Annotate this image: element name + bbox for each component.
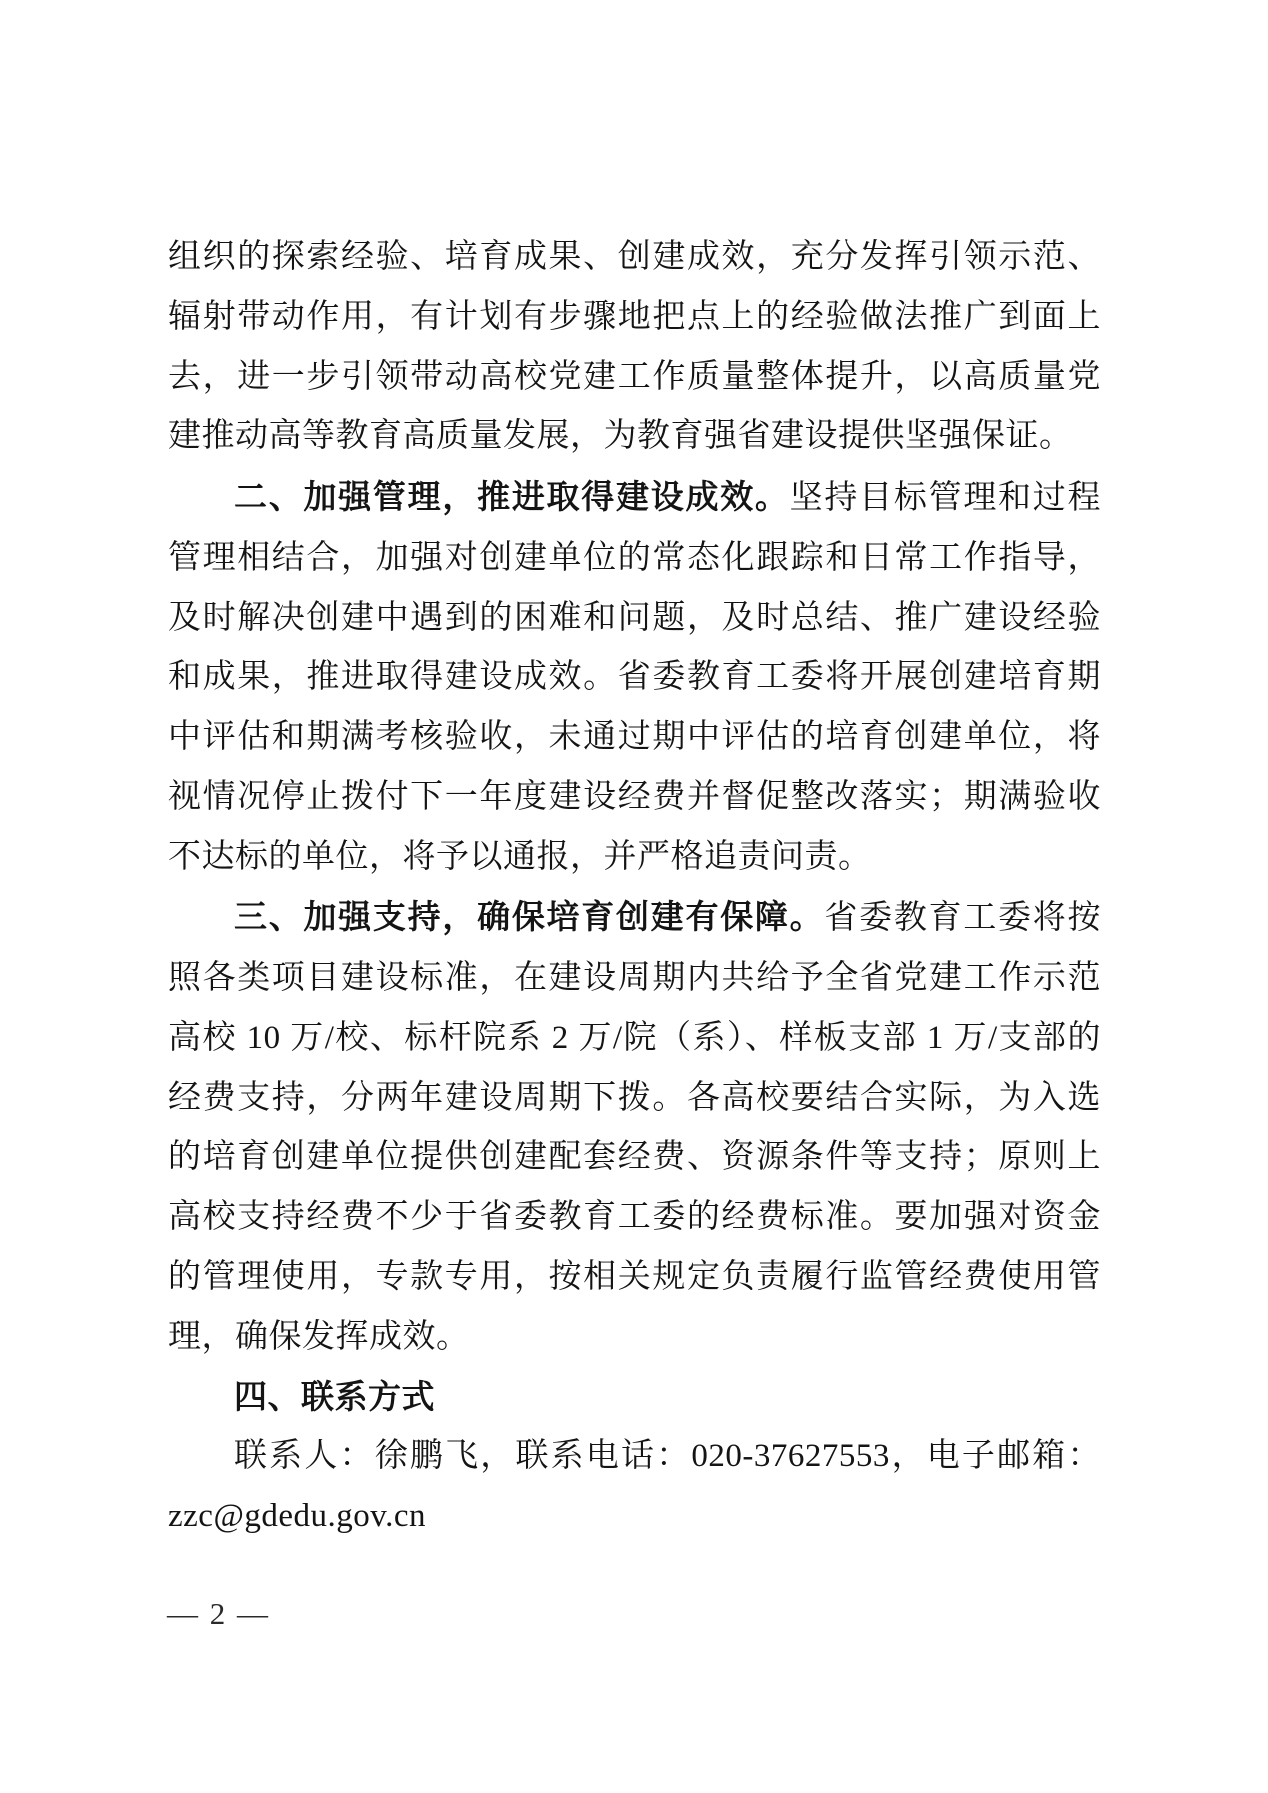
- paragraph-text: 省委教育工委将按照各类项目建设标准，在建设周期内共给予全省党建工作示范高校 10 万/校、标杆院系 2 万/院（系）、样板支部 1 万/支部的经费支持，分两年建设周期下拨。各高校要结合实际，为入选的培育创建单位提供创建配套经费、资源条件等支持；原则上高校支持经费不少于省委教育工委的经费标准。要加强对资金的管理使用，专款专用，按相关规定负责履行监管经费使用管理，确保发挥成效。: [168, 900, 1102, 1355]
- paragraph-text: 坚持目标管理和过程管理相结合，加强对创建单位的常态化跟踪和日常工作指导，及时解决创建中遇到的困难和问题，及时总结、推广建设经验和成果，推进取得建设成效。省委教育工委将开展创建培育期中评估和期满考核验收，未通过期中评估的培育创建单位，将视情况停止拨付下一年度建设经费并督促整改落实；期满验收不达标的单位，将予以通报，并严格追责问责。: [168, 480, 1102, 875]
- page-number: [167, 1594, 270, 1634]
- paragraph-text: 组织的探索经验、培育成果、创建成效，充分发挥引领示范、辐射带动作用，有计划有步骤地把点上的经验做法推广到面上去，进一步引领带动高校党建工作质量整体提升，以高质量党建推动高等教育高质量发展，为教育强省建设提供坚强保证。: [168, 239, 1101, 455]
- section-4-heading: 四、联系方式: [234, 1378, 435, 1416]
- document-body: [168, 228, 1101, 1547]
- paragraph-section-4: [168, 1367, 1101, 1427]
- section-2-heading: 二、加强管理，推进取得建设成效。: [234, 478, 790, 515]
- section-3-heading: 三、加强支持，确保培育创建有保障。: [234, 898, 825, 936]
- contact-line-text: 联系人：徐鹏飞，联系电话：020-37627553，电子邮箱：zzc@gdedu.gov.cn: [168, 1438, 1101, 1534]
- paragraph-section-2: [168, 467, 1101, 887]
- page-number-text: — 2 —: [167, 1596, 270, 1631]
- paragraph-contact: [168, 1427, 1101, 1547]
- paragraph-continuation: [168, 228, 1101, 467]
- paragraph-section-3: [168, 887, 1101, 1367]
